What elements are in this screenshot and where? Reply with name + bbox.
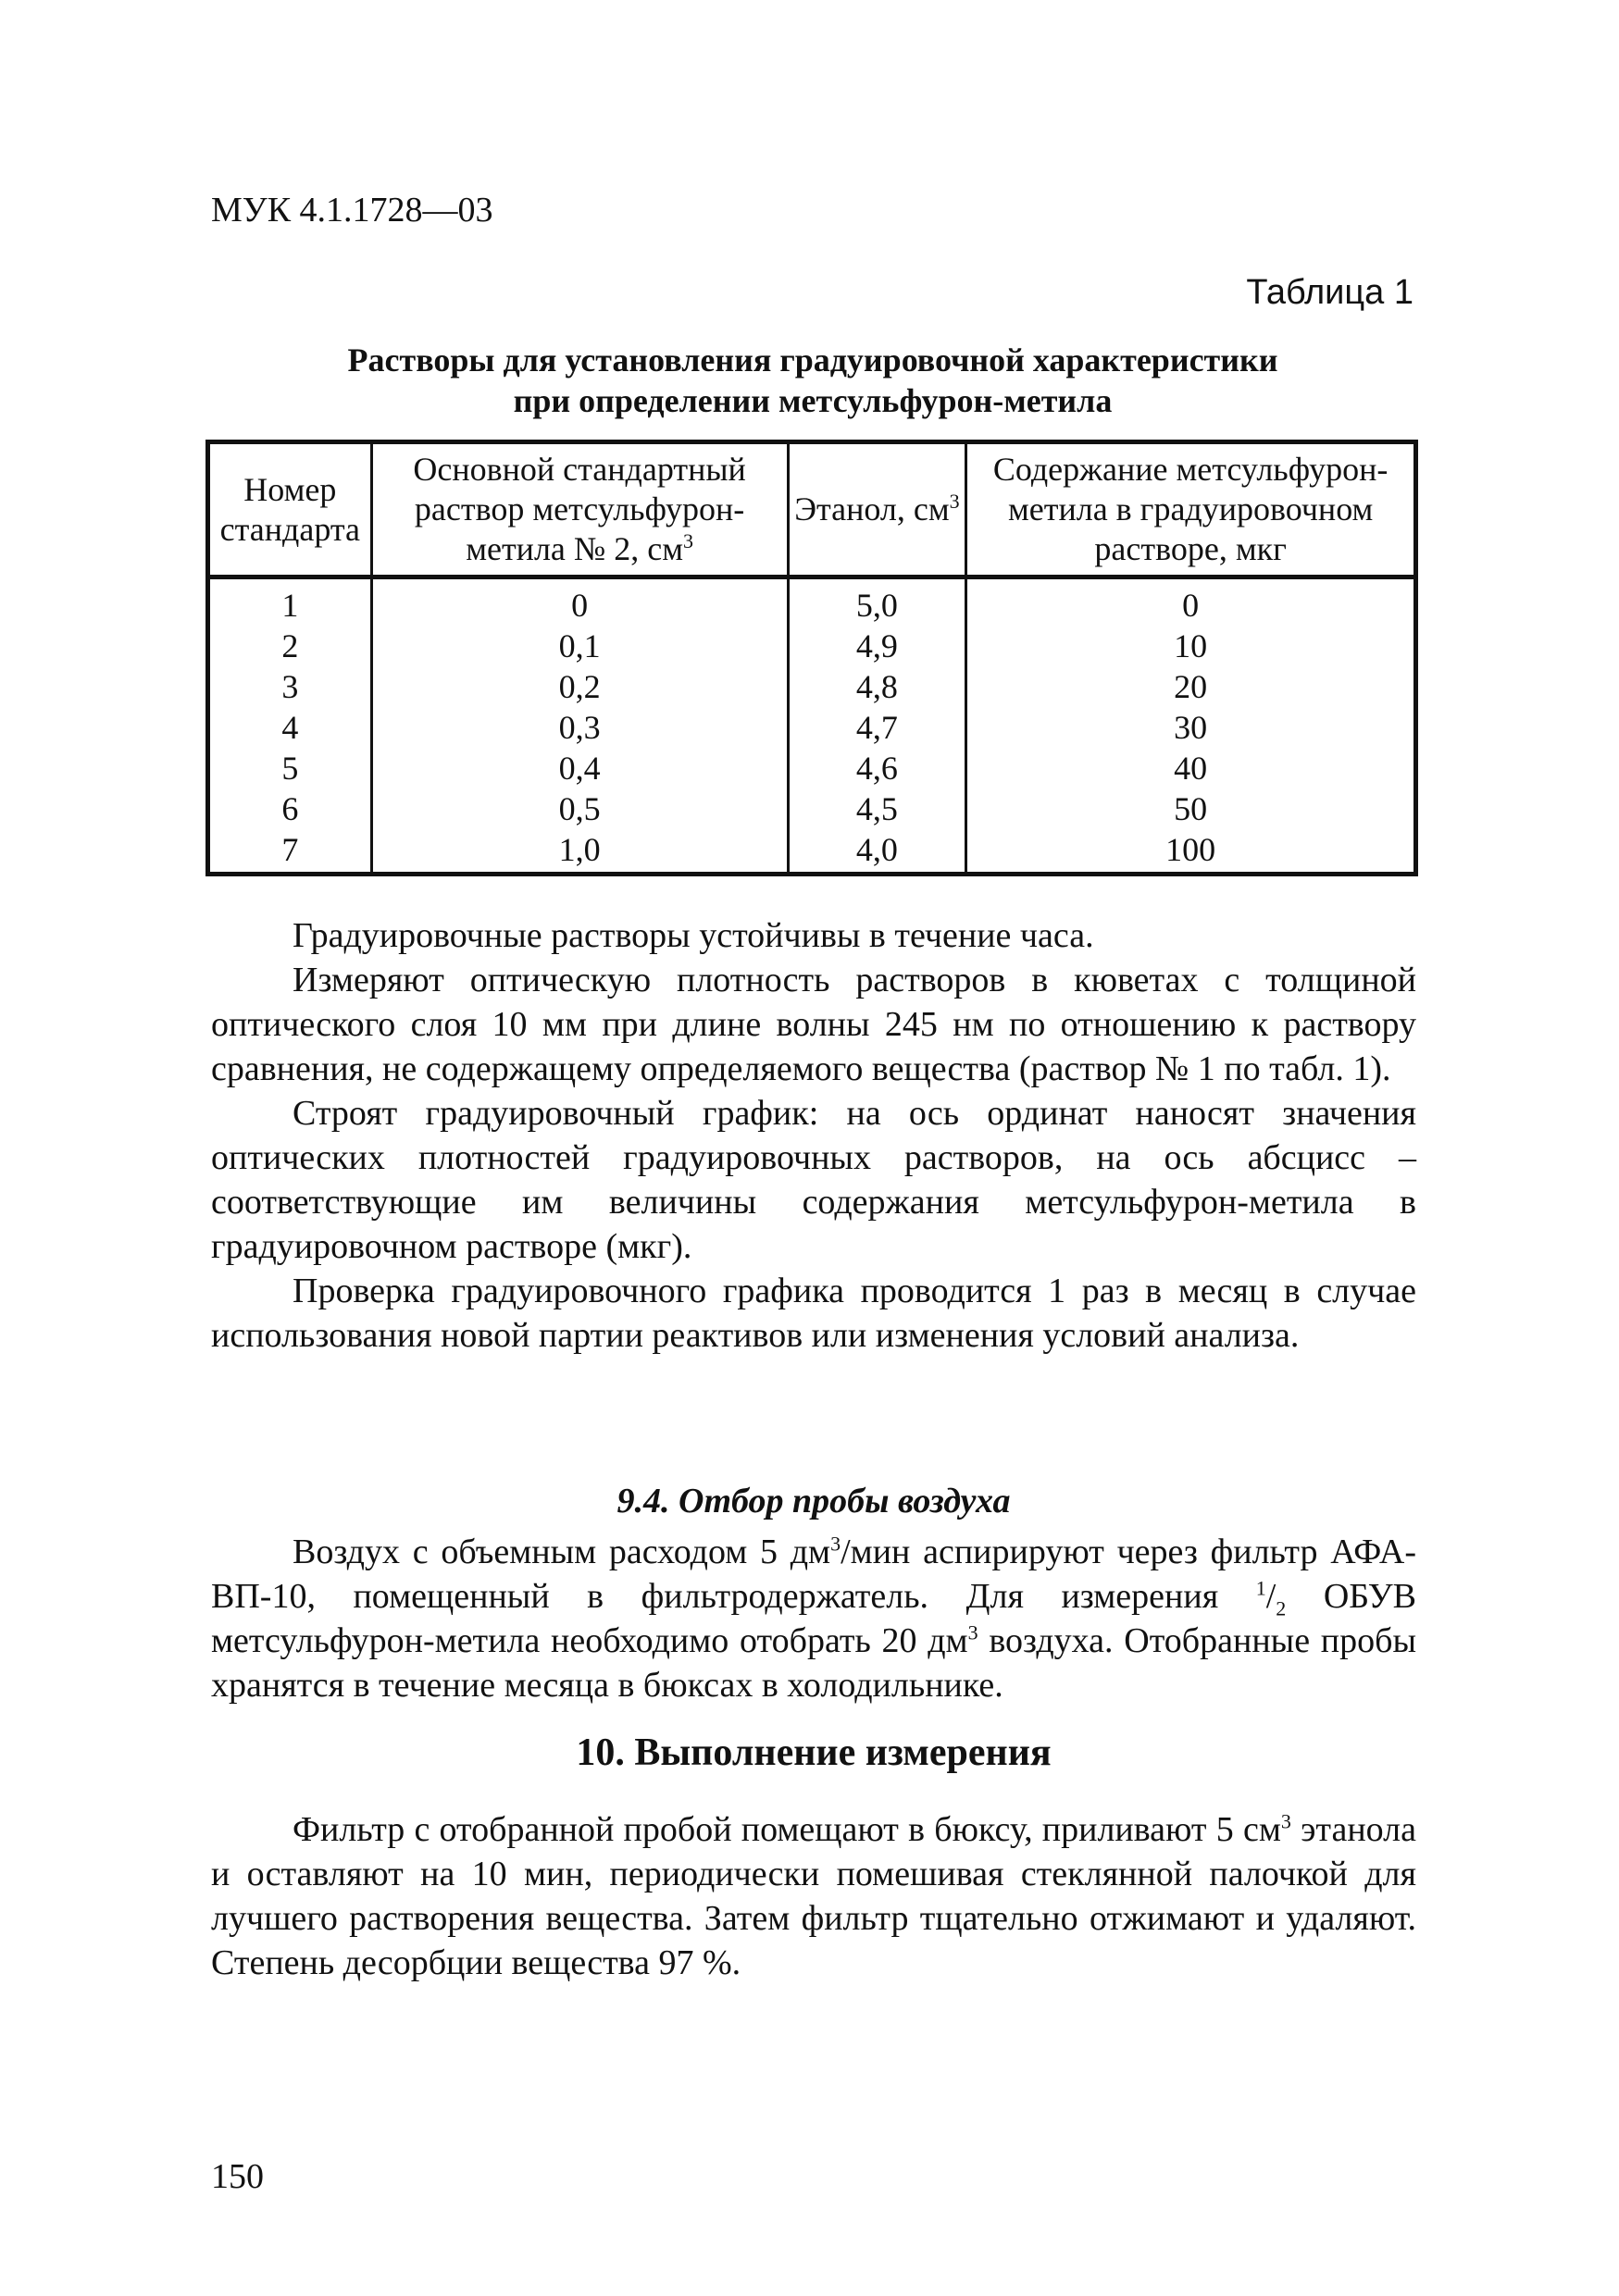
- cell-stock-volume: 0,2: [371, 666, 788, 707]
- table-label: Таблица 1: [1246, 273, 1414, 312]
- cell-ethanol-volume: 4,7: [788, 707, 966, 748]
- page-number: 150: [211, 2157, 264, 2196]
- cell-content: 10: [966, 626, 1416, 666]
- cell-content: 0: [966, 577, 1416, 627]
- body-text-block-3: [211, 1807, 1416, 1985]
- table-title-line-2: при определении метсульфурон-метила: [513, 382, 1113, 419]
- cell-standard: 3: [208, 666, 372, 707]
- section-heading: 10. Выполнение измерения: [576, 1731, 1052, 1774]
- table-row: [208, 788, 1416, 829]
- cell-ethanol-volume: 4,8: [788, 666, 966, 707]
- cell-ethanol-volume: 4,0: [788, 829, 966, 875]
- cell-content: 30: [966, 707, 1416, 748]
- table-row: [208, 626, 1416, 666]
- cell-standard: 5: [208, 748, 372, 788]
- header-content: Содержание метсульфурон-метила в градуировочном растворе, мкг: [966, 442, 1416, 577]
- table-header-row: [208, 442, 1416, 577]
- cell-content: 50: [966, 788, 1416, 829]
- table-row: [208, 829, 1416, 875]
- cell-content: 100: [966, 829, 1416, 875]
- paragraph-air-sampling: Воздух с объемным расходом 5 $дм^3$/мин аспирируют через фильтр АФА-ВП-10, помещенный в фильтродержатель. Для измерения $^1/_2$ ОБУВ метсульфурон-метила необходимо отобрать 20 $дм^3$ воздуха. Отобранные пробы хранятся в течение месяца в бюксах в холодильнике.: [211, 1532, 1417, 1705]
- cell-content: 20: [966, 666, 1416, 707]
- paragraph-measurement: Фильтр с отобранной пробой помещают в бюксу, приливают 5 $см^3$ этанола и оставляют на 10 мин, периодически помешивая стеклянной палочкой для лучшего растворения вещества. Затем фильтр тщательно отжимают и удаляют. Степень десорбции вещества 97 %.: [211, 1809, 1416, 1982]
- cell-standard: 1: [208, 577, 372, 627]
- cell-stock-volume: 0,3: [371, 707, 788, 748]
- cell-stock-volume: 0,4: [371, 748, 788, 788]
- header-ethanol: Этанол, $см^3$: [788, 442, 966, 577]
- table-row: [208, 748, 1416, 788]
- paragraph-optical-density: Измеряют оптическую плотность растворов в кюветах с толщиной оптического слоя 10 мм при длине волны 245 нм по отношению к раствору сравнения, не содержащему определяемого вещества (раствор № 1 по табл. 1).: [211, 961, 1416, 1088]
- table-row: [208, 707, 1416, 748]
- cell-ethanol-volume: 4,5: [788, 788, 966, 829]
- header-stock-solution: Основной стандартный раствор метсульфурон-метила № 2, $см^3$: [371, 442, 788, 577]
- header-standard-number: Номер стандарта: [208, 442, 372, 577]
- cell-stock-volume: 0: [371, 577, 788, 627]
- cell-ethanol-volume: 4,9: [788, 626, 966, 666]
- cell-standard: 6: [208, 788, 372, 829]
- cell-stock-volume: 0,1: [371, 626, 788, 666]
- paragraph-calibration-graph: Строят градуировочный график: на ось ординат наносят значения оптических плотностей градуировочных растворов, на ось абсцисс – соответствующие им величины содержания метсульфурон-метила в градуировочном растворе (мкг).: [211, 1094, 1416, 1266]
- calibration-table: [205, 440, 1418, 876]
- cell-ethanol-volume: 4,6: [788, 748, 966, 788]
- cell-standard: 2: [208, 626, 372, 666]
- cell-standard: 7: [208, 829, 372, 875]
- subsection-heading: 9.4. Отбор пробы воздуха: [616, 1482, 1011, 1520]
- table-title-line-1: Растворы для установления градуировочной характеристики: [347, 341, 1278, 379]
- table-row: [208, 666, 1416, 707]
- body-text-block-1: [211, 913, 1416, 1358]
- body-text-block-2: [211, 1530, 1416, 1707]
- paragraph-graph-check: Проверка градуировочного графика проводится 1 раз в месяц в случае использования новой партии реактивов или изменения условий анализа.: [211, 1272, 1416, 1355]
- paragraph-stability: Градуировочные растворы устойчивы в течение часа.: [293, 916, 1094, 955]
- cell-standard: 4: [208, 707, 372, 748]
- cell-stock-volume: 1,0: [371, 829, 788, 875]
- document-code: МУК 4.1.1728—03: [211, 191, 493, 230]
- table-title: [211, 340, 1414, 421]
- cell-ethanol-volume: 5,0: [788, 577, 966, 627]
- cell-stock-volume: 0,5: [371, 788, 788, 829]
- table-row: [208, 577, 1416, 627]
- cell-content: 40: [966, 748, 1416, 788]
